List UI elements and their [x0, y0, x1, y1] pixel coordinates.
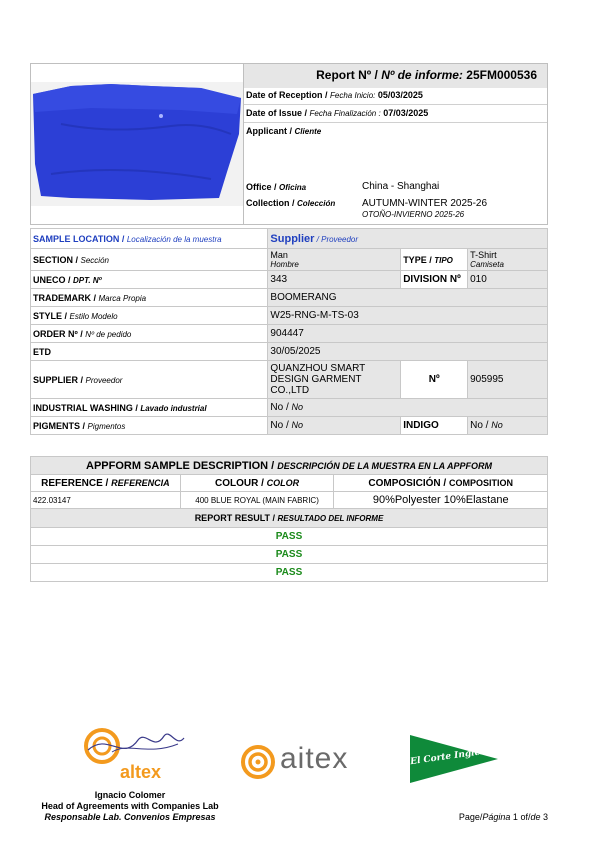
- reception-date: 05/03/2025: [377, 90, 423, 100]
- t-shirt-image: [31, 64, 243, 224]
- colour-value: 400 BLUE ROYAL (MAIN FABRIC): [180, 492, 334, 509]
- product-photo: [31, 64, 243, 224]
- office-label: Office / Oficina: [246, 182, 307, 192]
- supplier-header: Supplier / Proveedor: [268, 229, 548, 249]
- reference-header: REFERENCE / REFERENCIA: [31, 475, 181, 492]
- washing-value: No / No: [268, 399, 548, 417]
- result-row: PASS: [31, 564, 548, 582]
- reception-date-line: Date of Reception / Fecha Inicio: 05/03/2025: [246, 90, 423, 100]
- divider: [244, 104, 547, 105]
- section-label: SECTION / Sección: [31, 249, 268, 271]
- office-value: China - Shanghai: [362, 181, 440, 192]
- pigments-value: No / No: [268, 417, 401, 435]
- report-number: 25FM000536: [466, 68, 537, 82]
- colour-header: COLOUR / COLOR: [180, 475, 334, 492]
- issue-date: 07/03/2025: [383, 108, 429, 118]
- composition-header: COMPOSICIÓN / COMPOSITION: [334, 475, 548, 492]
- etd-value: 30/05/2025: [268, 343, 548, 361]
- order-value: 904447: [268, 325, 548, 343]
- signer-name: Ignacio Colomer: [94, 790, 166, 800]
- collection-value: AUTUMN-WINTER 2025-26: [362, 198, 488, 209]
- collection-value-es: OTOÑO-INVIERNO 2025-26: [362, 210, 465, 219]
- sample-table: [30, 228, 548, 435]
- style-value: W25-RNG-M-TS-03: [268, 307, 548, 325]
- signer-title: Head of Agreements with Companies Lab: [41, 801, 219, 811]
- collection-label: Collection / Colección: [246, 198, 336, 208]
- signer-title-es: Responsable Lab. Convenios Empresas: [44, 812, 216, 822]
- uneco-value: 343: [268, 271, 401, 289]
- type-label: TYPE / TIPO: [401, 249, 468, 271]
- aitex-logo-icon: [240, 744, 276, 780]
- composition-value: 90%Polyester 10%Elastane: [334, 492, 548, 509]
- elcorte-logo-text: El Corte Inglés: [409, 746, 486, 768]
- report-result-title: REPORT RESULT / RESULTADO DEL INFORME: [31, 509, 548, 528]
- appform-title: APPFORM SAMPLE DESCRIPTION / DESCRIPCIÓN DE LA MUESTRA EN LA APPFORM: [31, 457, 548, 475]
- divider: [244, 122, 547, 123]
- order-label: ORDER Nº / Nº de pedido: [31, 325, 268, 343]
- washing-label: INDUSTRIAL WASHING / Lavado industrial: [31, 399, 268, 417]
- aitex-logo-text: aitex: [280, 742, 349, 775]
- supplier-no-label: Nº: [401, 361, 468, 399]
- applicant-line: Applicant / Cliente: [246, 126, 322, 136]
- indigo-value: No / No: [468, 417, 548, 435]
- division-label: DIVISION Nº: [401, 271, 468, 289]
- type-value: T-Shirt Camiseta: [468, 249, 548, 271]
- trademark-value: BOOMERANG: [268, 289, 548, 307]
- indigo-label: INDIGO: [401, 417, 468, 435]
- style-label: STYLE / Estilo Modelo: [31, 307, 268, 325]
- sample-location-header: SAMPLE LOCATION / Localización de la muestra: [31, 229, 268, 249]
- result-row: PASS: [31, 546, 548, 564]
- supplier-value: QUANZHOU SMART DESIGN GARMENT CO.,LTD: [268, 361, 401, 399]
- result-row: PASS: [31, 528, 548, 546]
- issue-date-line: Date of Issue / Fecha Finalización : 07/03/2025: [246, 108, 429, 118]
- reference-value: 422.03147: [31, 492, 181, 509]
- stamp-text: altex: [120, 762, 162, 782]
- pigments-label: PIGMENTS / Pigmentos: [31, 417, 268, 435]
- uneco-label: UNECO / DPT. Nº: [31, 271, 268, 289]
- section-value: Man Hombre: [268, 249, 401, 271]
- supplier-no-value: 905995: [468, 361, 548, 399]
- report-number-title: Report Nº / Nº de informe: 25FM000536: [316, 68, 537, 82]
- aitex-logo: [240, 742, 375, 782]
- division-value: 010: [468, 271, 548, 289]
- supplier-row-label: SUPPLIER / Proveedor: [31, 361, 268, 399]
- signature-stamp: [68, 722, 188, 786]
- appform-table: [30, 456, 548, 582]
- etd-label: ETD: [31, 343, 268, 361]
- trademark-label: TRADEMARK / Marca Propia: [31, 289, 268, 307]
- page-indicator: Page/Página 1 of/de 3: [458, 812, 548, 822]
- elcorte-logo: [408, 733, 500, 785]
